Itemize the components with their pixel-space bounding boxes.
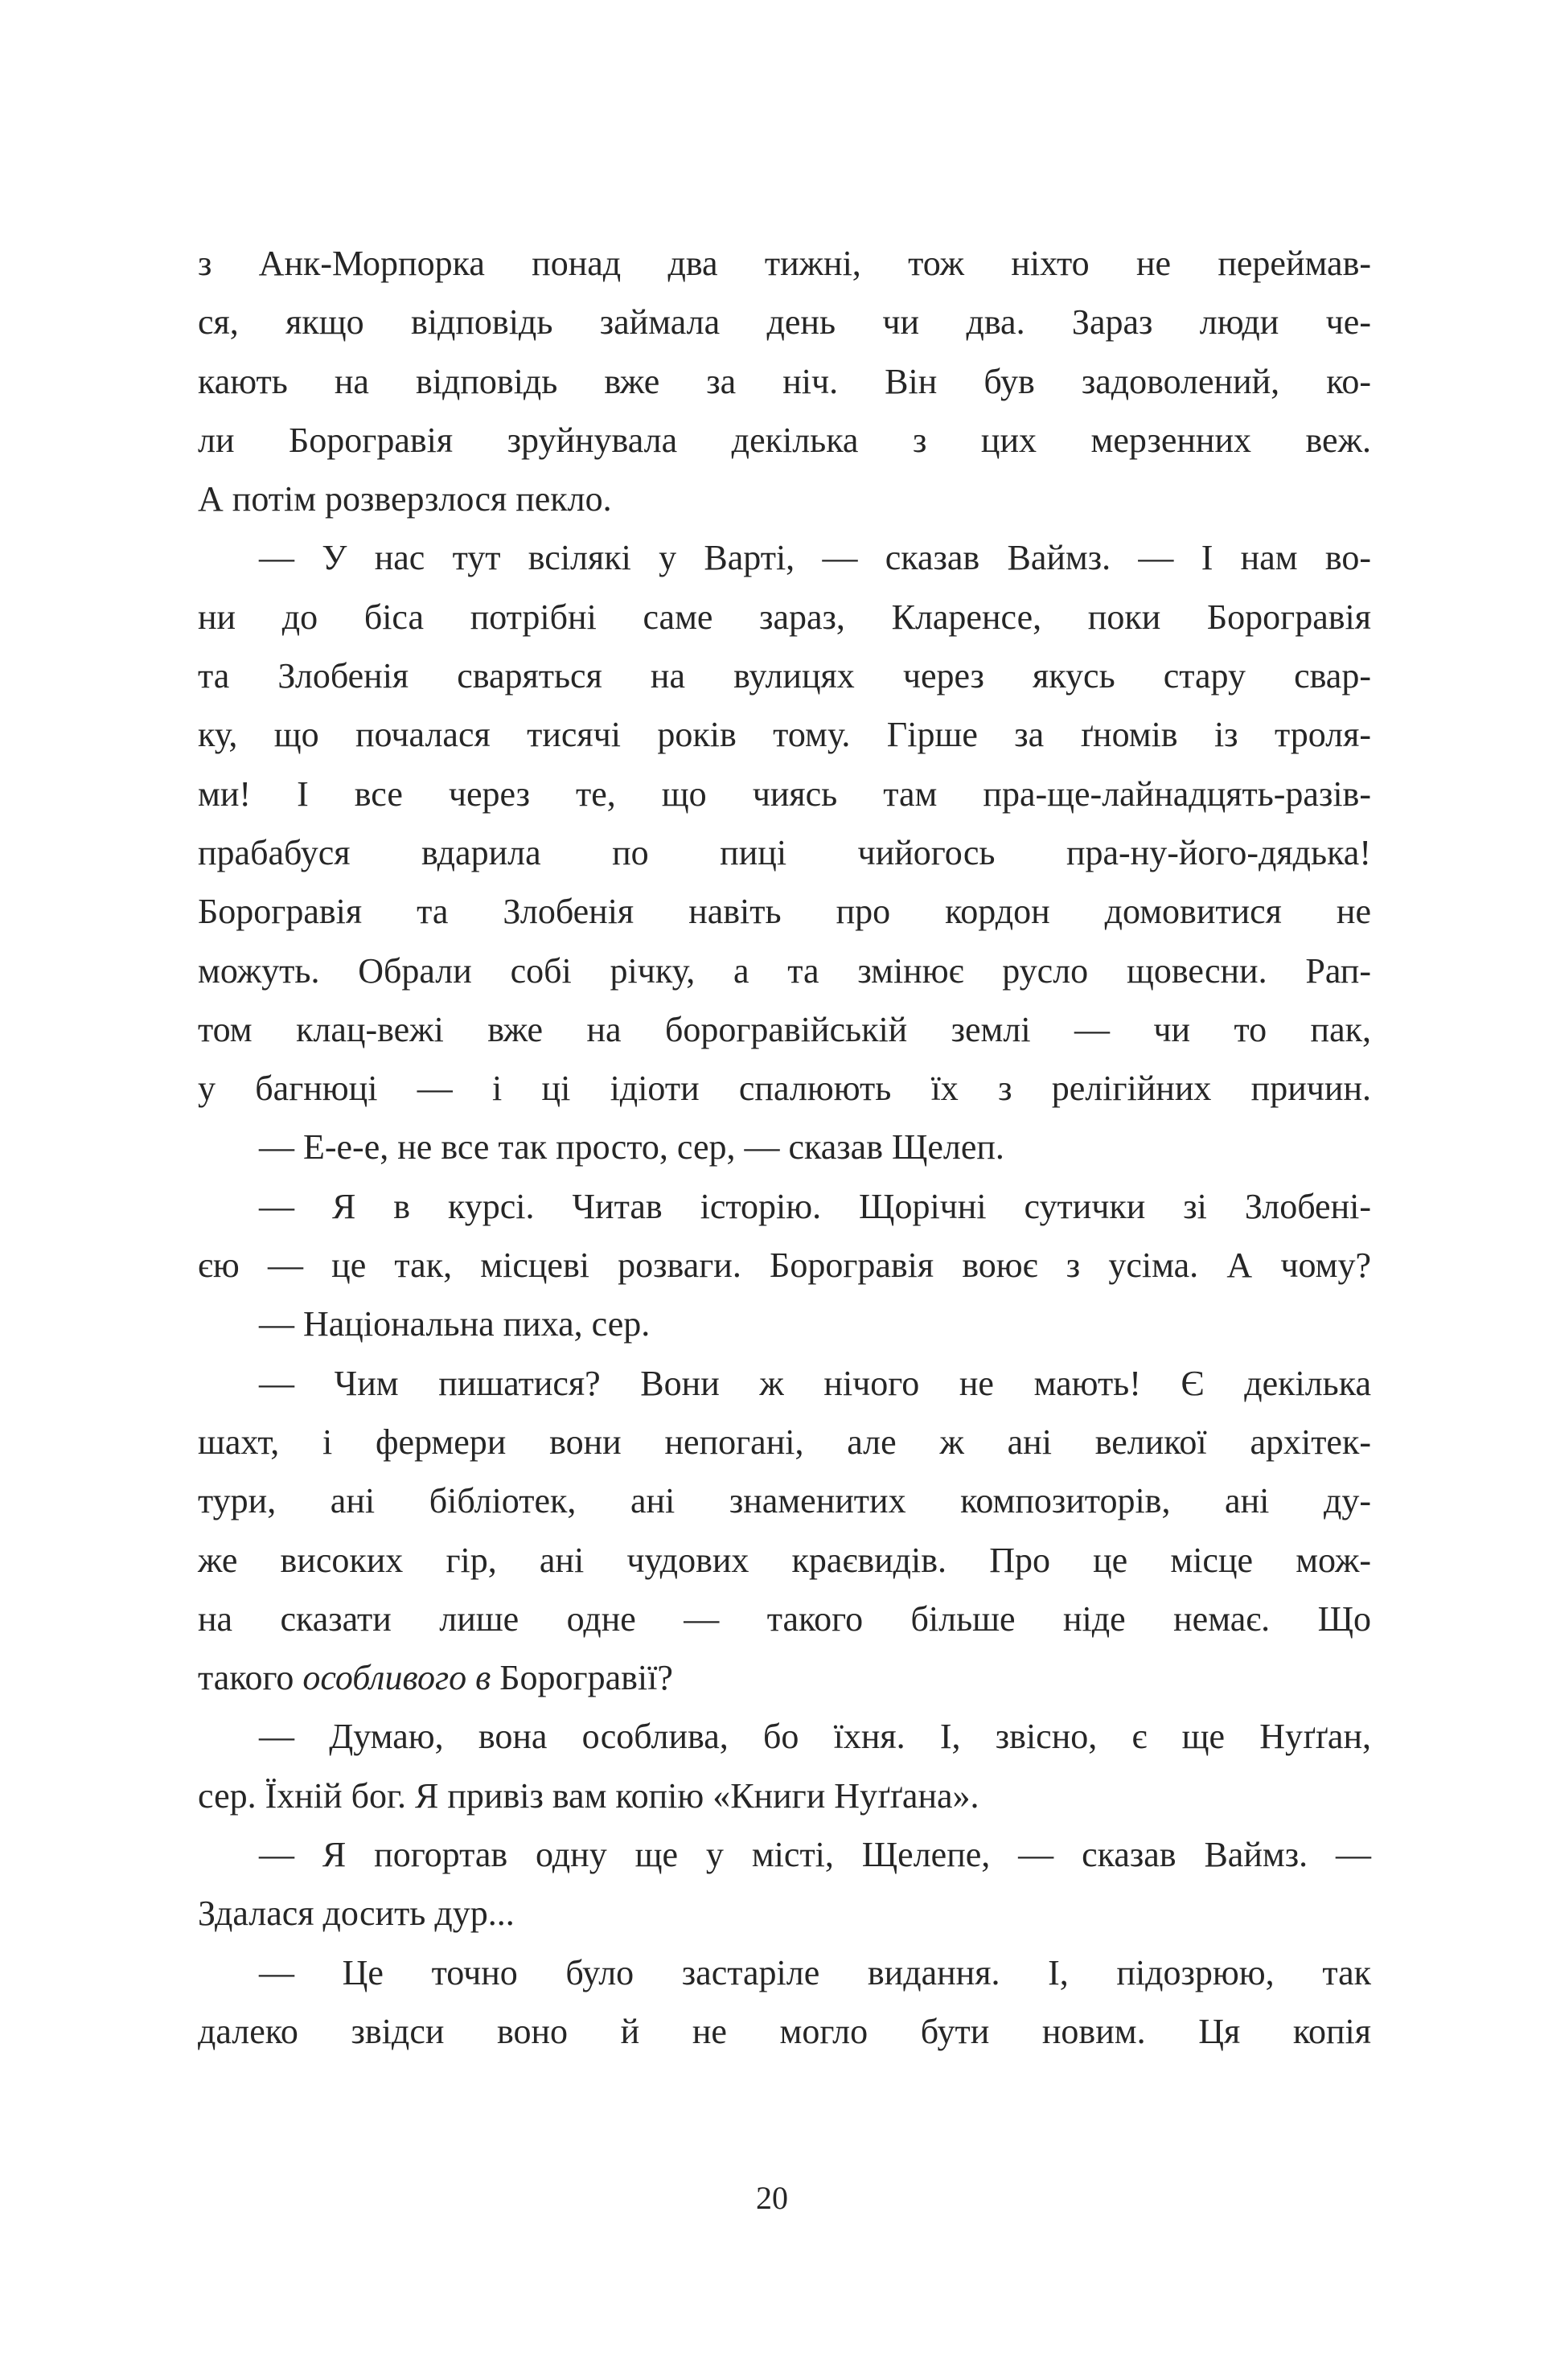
text-line: — Це точно було застаріле видання. І, підозрюю, так (259, 1952, 1371, 1992)
text-line: прабабуся вдарила по пиці чийогось пра-ну-його-дядька! (198, 832, 1371, 872)
text-line: кають на відповідь вже за ніч. Він був задоволений, ко- (198, 361, 1371, 401)
text-line: ли Борогравія зруйнувала декілька з цих мерзенних веж. (198, 420, 1371, 460)
text-line: — Я в курсі. Читав історію. Щорічні сутички зі Злобені- (259, 1186, 1371, 1226)
text-line: же високих гір, ані чудових краєвидів. Про це місце мож- (198, 1540, 1371, 1580)
text-line: том клац-вежі вже на борогравійській землі — чи то пак, (198, 1009, 1371, 1049)
text-line (198, 1648, 1371, 1707)
text-line: — Чим пишатися? Вони ж нічого не мають! Є декілька (259, 1363, 1371, 1403)
text-line: ку, що почалася тисячі років тому. Гірше за ґномів із троля- (198, 715, 1371, 755)
text-line: у багнюці — і ці ідіоти спалюють їх з релігійних причин. (198, 1069, 1371, 1109)
text-line: тури, ані бібліотек, ані знаменитих композиторів, ані ду- (198, 1481, 1371, 1521)
text-line: — Національна пиха, сер. (259, 1304, 651, 1344)
text-line: з Анк-Морпорка понад два тижні, тож ніхто не переймав- (198, 244, 1371, 283)
page-number: 20 (756, 2180, 788, 2216)
text-line: ми! І все через те, що чиясь там пра-ще-лайнадцять-разів- (198, 774, 1371, 814)
italic-emphasis: особливого в (302, 1658, 491, 1698)
text-line: Борогравія та Злобенія навіть про кордон домовитися не (198, 892, 1371, 932)
text-line: ни до біса потрібні саме зараз, Кларенсе, поки Борогравія (198, 597, 1371, 637)
text-line: далеко звідси воно й не могло бути новим. Ця копія (198, 2011, 1371, 2051)
text-line: та Злобенія сваряться на вулицях через якусь стару свар- (198, 656, 1371, 696)
text-line: шахт, і фермери вони непогані, але ж ані великої архітек- (198, 1422, 1371, 1462)
text-segment: Борогравії? (491, 1658, 673, 1698)
text-line: можуть. Обрали собі річку, а та змінює русло щовесни. Рап- (198, 950, 1371, 991)
text-line: ся, якщо відповідь займала день чи два. Зараз люди че- (198, 302, 1371, 343)
text-line: — У нас тут всілякі у Варті, — сказав Ваймз. — І нам во- (259, 538, 1371, 578)
text-segment: такого (198, 1658, 303, 1698)
text-line: Здалася досить дур... (198, 1894, 515, 1934)
text-line: єю — це так, місцеві розваги. Борогравія воює з усіма. А чому? (198, 1245, 1371, 1286)
text-line: сер. Їхній бог. Я привіз вам копію «Книги Нуґґана». (198, 1775, 979, 1816)
text-line: — Думаю, вона особлива, бо їхня. І, звісно, є ще Нуґґан, (259, 1717, 1371, 1757)
text-line: — Я погортав одну ще у місті, Щелепе, — сказав Ваймз. — (259, 1835, 1371, 1875)
text-line: А потім розверзлося пекло. (198, 479, 612, 519)
text-line: — Е-е-е, не все так просто, сер, — сказав Щелеп. (259, 1127, 1004, 1167)
body-text (198, 234, 1371, 2061)
text-line: на сказати лише одне — такого більше ніде немає. Що (198, 1598, 1371, 1639)
